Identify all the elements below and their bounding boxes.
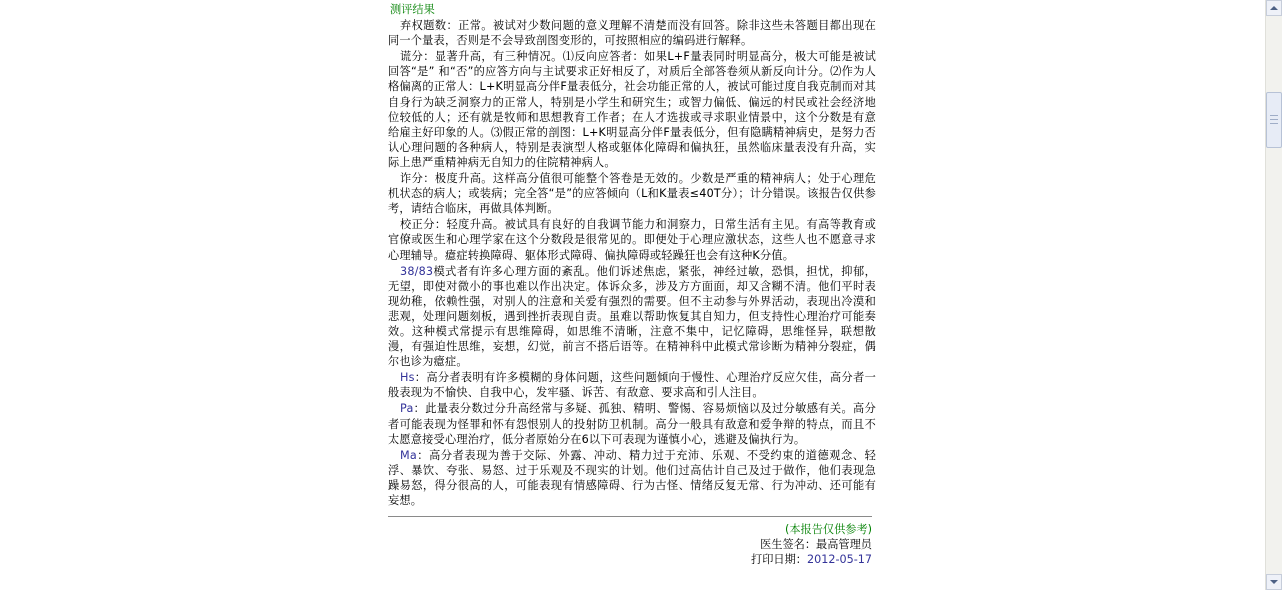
- print-label: 打印日期：: [751, 553, 807, 567]
- scroll-down-button[interactable]: [1266, 574, 1282, 590]
- doctor-signature: [388, 537, 872, 552]
- paragraph-label: Hs: [400, 371, 415, 385]
- scroll-up-button[interactable]: [1266, 0, 1282, 16]
- scroll-down-icon: [1270, 580, 1278, 584]
- paragraph-text: 谎分：显著升高，有三种情况。⑴反向应答者：如果L+F量表同时明显高分，极大可能是被试回答“是” 和“否”的应答方向与主试要求正好相反了，对质后全部答卷须从新反向计分。⑵作为人格偏离的正常人：L+K明显高分伴F量表低分，社会功能正常的人，被试可能过度自我克制而对其自身行为缺乏洞察力的正常人，特别是小学生和研究生；或智力偏低、偏远的村民或社会经济地位较低的人；还有就是牧师和思想教育工作者；在人才选拔或寻求职业情景中，这个分数是有意给雇主好印象的人。⑶假正常的剖图：L+K明显高分伴F量表低分，但有隐瞒精神病史，是努力否认心理问题的各种病人，特别是表演型人格或躯体化障碍和偏执狂，虽然临床量表没有升高，实际上患严重精神病无自知力的住院精神病人。: [388, 50, 876, 169]
- report-footer: [388, 522, 872, 567]
- paragraph-text: ：此量表分数过分升高经常与多疑、孤独、精明、警惕、容易烦恼以及过分敏感有关。高分者可能表现为怪罪和怀有怨恨别人的投射防卫机制。高分一般具有敌意和爱争辩的特点，而且不太愿意接受心理治疗，低分者原始分在6以下可表现为谨慎小心，逃避及偏执行为。: [388, 402, 876, 446]
- paragraph-correction-scale: [388, 217, 876, 262]
- vertical-scrollbar[interactable]: [1265, 0, 1282, 590]
- paragraph-hs: [388, 370, 876, 400]
- print-date: 2012-05-17: [806, 553, 872, 567]
- paragraph-text: ：高分者表明有许多模糊的身体问题，这些问题倾向于慢性、心理治疗反应欠佳，高分者一般表现为不愉快、自我中心，发牢骚、诉苦、有敌意、要求高和引人注目。: [388, 371, 876, 400]
- thumb-grip-line: [1270, 119, 1278, 120]
- section-title: 测评结果: [390, 3, 435, 16]
- disclaimer-note: (本报告仅供参考): [784, 523, 872, 537]
- paragraph-pa: [388, 401, 876, 446]
- report-content: [388, 0, 876, 567]
- print-date-line: [388, 552, 872, 567]
- paragraph-pattern-38: [388, 264, 876, 370]
- paragraph-label: Pa: [400, 402, 414, 416]
- paragraph-label: Ma: [400, 448, 417, 462]
- doctor-name: 最高管理员: [816, 538, 872, 552]
- scroll-up-icon: [1270, 6, 1278, 10]
- paragraph-text: 诈分：极度升高。这样高分值很可能整个答卷是无效的。少数是严重的精神病人；处于心理危机状态的病人；或装病；完全答“是”的应答倾向（L和K量表≤40T分）；计分错误。该报告仅供参考，请结合临床，再做具体判断。: [388, 172, 876, 216]
- paragraph-text: 弃权题数：正常。被试对少数问题的意义理解不清楚而没有回答。除非这些未答题目都出现在同一个量表，否则是不会导致剖图变形的，可按照相应的编码进行解释。: [388, 19, 876, 48]
- paragraph-text: 校正分：轻度升高。被试具有良好的自我调节能力和洞察力，日常生活有主见。有高等教育或官僚或医生和心理学家在这个分数段是很常见的。即便处于心理应激状态，这些人也不愿意寻求心理辅导。癔症转换障碍、躯体形式障碍、偏执障碍或轻躁狂也会有这种K分值。: [388, 218, 876, 262]
- paragraph-abstain: [388, 18, 876, 48]
- paragraph-fake-scale: [388, 171, 876, 216]
- thumb-grip-line: [1270, 123, 1278, 124]
- paragraph-ma: [388, 448, 876, 508]
- paragraph-label: 38/83: [400, 264, 434, 278]
- paragraph-text: 模式者有许多心理方面的紊乱。他们诉述焦虑，紧张，神经过敏，恐惧，担忧，抑郁，无望，即使对微小的事也难以作出决定。体诉众多，涉及方方面面，却又含糊不清。他们平时表现幼稚，依赖性强，对别人的注意和关爱有强烈的需要。但不主动参与外界活动，表现出冷漠和悲观，处理问题刻板，遇到挫折表现自责。虽难以帮助恢复其自知力，但支持性心理治疗可能奏效。这种模式常提示有思维障碍，如思维不清晰，注意不集中，记忆障碍，思维怪异，联想散漫，有强迫性思维，妄想，幻觉，前言不搭后语等。在精神科中此模式常诊断为精神分裂症，偶尔也诊为癔症。: [388, 264, 876, 369]
- thumb-grip-line: [1270, 115, 1278, 116]
- doctor-label: 医生签名：: [760, 538, 817, 552]
- paragraph-text: ：高分者表现为善于交际、外露、冲动、精力过于充沛、乐观、不受约束的道德观念、轻浮、暴饮、夸张、易怒、过于乐观及不现实的计划。他们过高估计自己及过于做作，他们表现急躁易怒，得分很高的人，可能表现有情感障碍、行为古怪、情绪反复无常、行为冲动、还可能有妄想。: [388, 448, 876, 507]
- divider: [388, 516, 872, 517]
- scrollbar-thumb[interactable]: [1266, 92, 1282, 148]
- paragraph-lie-scale: [388, 49, 876, 170]
